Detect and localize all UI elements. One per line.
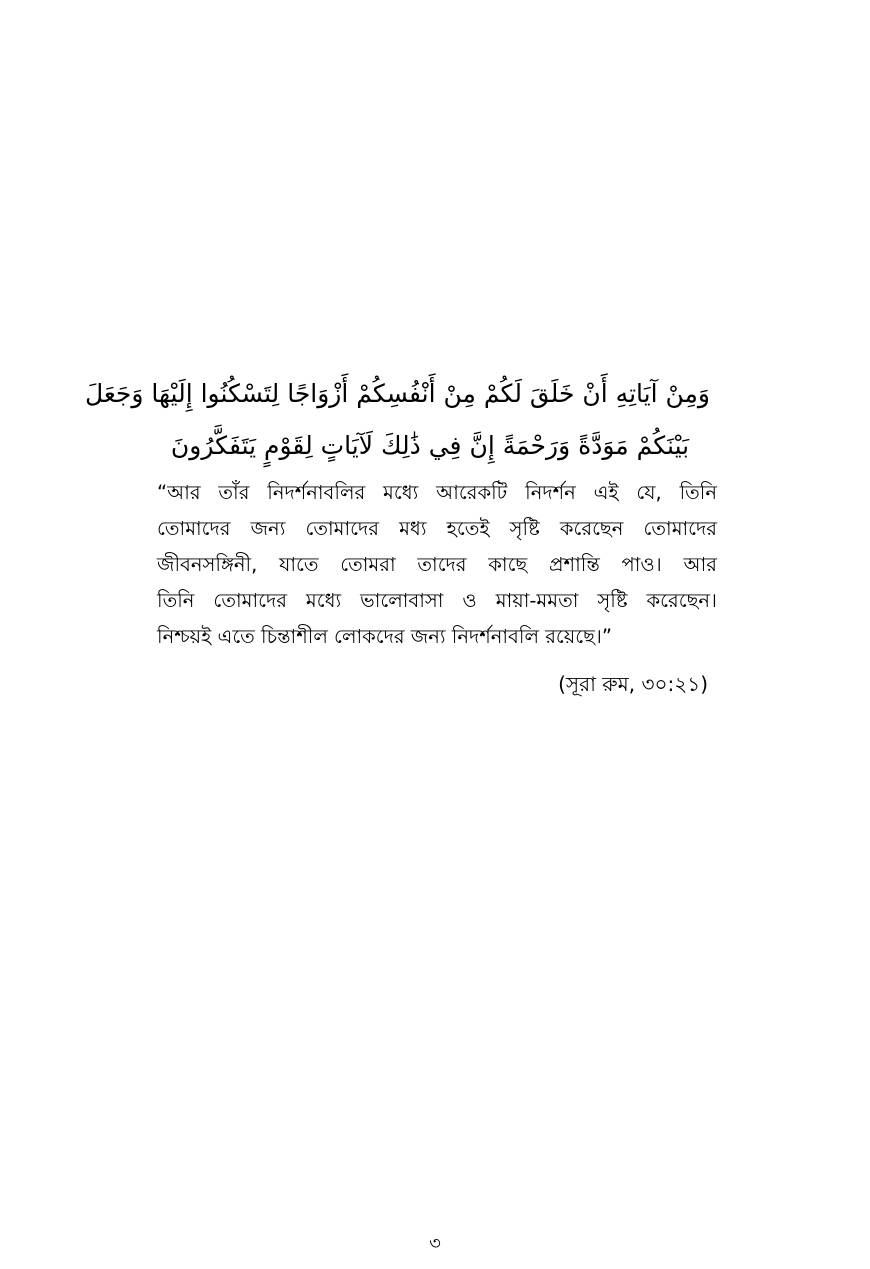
bengali-translation bbox=[157, 475, 717, 655]
translation-line-4: তিনি তোমাদের মধ্যে ভালোবাসা ও মায়া-মমতা সৃষ্টি করেছেন। bbox=[157, 589, 718, 612]
translation-line-3: জীবনসঙ্গিনী, যাতে তোমরা তাদের কাছে প্রশান্তি পাও। আর bbox=[157, 553, 717, 576]
arabic-verse bbox=[84, 368, 710, 472]
arabic-verse-line-1: وَمِنْ آيَاتِهِ أَنْ خَلَقَ لَكُمْ مِنْ أَنْفُسِكُمْ أَزْوَاجًا لِتَسْكُنُوا إِلَيْهَا وَجَعَلَ bbox=[84, 379, 710, 408]
arabic-verse-line-2: بَيْنَكُمْ مَوَدَّةً وَرَحْمَةً إِنَّ فِي ذَٰلِكَ لَآيَاتٍ لِقَوْمٍ يَتَفَكَّرُونَ bbox=[170, 431, 690, 460]
translation-line-2: তোমাদের জন্য তোমাদের মধ্য হতেই সৃষ্টি করেছেন তোমাদের bbox=[157, 517, 717, 540]
translation-line-5: নিশ্চয়ই এতে চিন্তাশীল লোকদের জন্য নিদর্শনাবলি রয়েছে।” bbox=[157, 625, 612, 648]
page-number: ৩ bbox=[429, 1233, 441, 1254]
verse-reference: (সূরা রুম, ৩০:২১) bbox=[558, 672, 708, 696]
translation-line-1: “আর তাঁর নিদর্শনাবলির মধ্যে আরেকটি নিদর্শন এই যে, তিনি bbox=[157, 481, 717, 504]
